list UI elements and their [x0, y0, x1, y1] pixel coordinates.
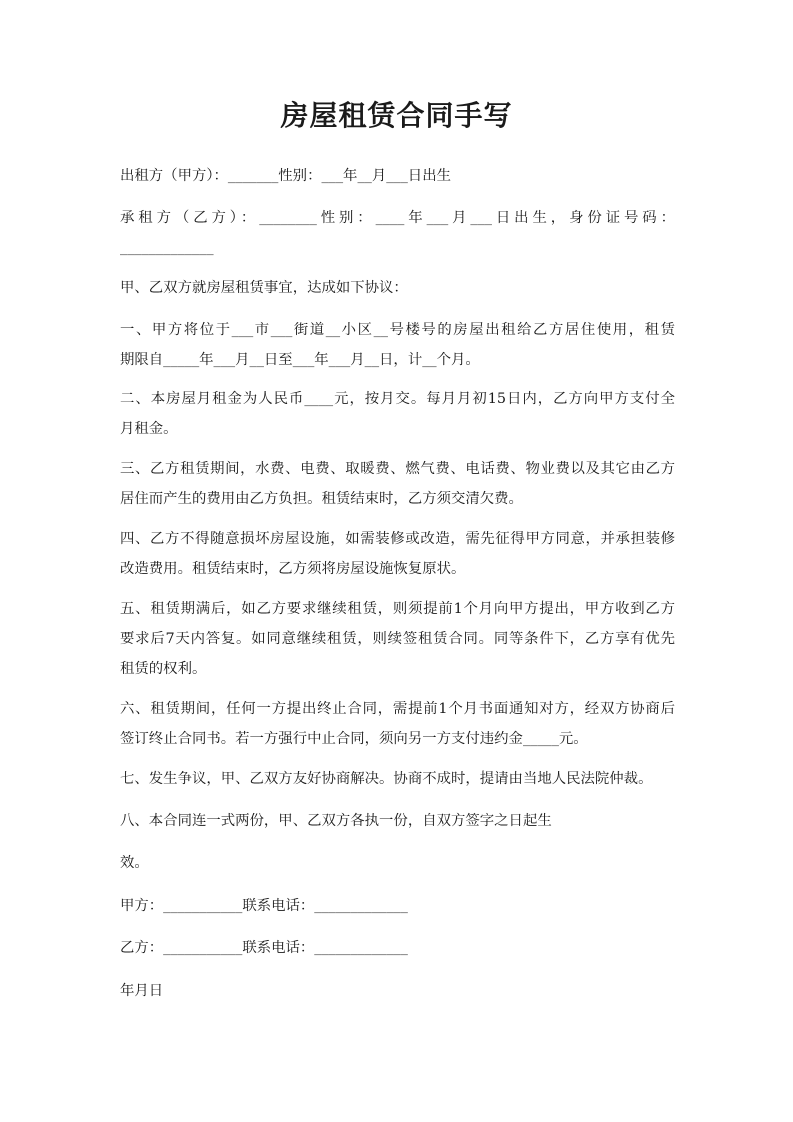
party-a-signature: [120, 891, 675, 921]
party-b-signature: [120, 933, 675, 963]
clause-5-line-3: 租赁的权利。: [120, 661, 207, 677]
clause-1-line-1: 一、甲方将位于___市___街道__小区__号楼号的房屋出租给乙方居住使用，租赁: [120, 322, 675, 338]
date-section: [120, 976, 675, 1006]
clause-4-line-1: 四、乙方不得随意损坏房屋设施，如需装修或改造，需先征得甲方同意，并承担装修: [120, 531, 675, 547]
clause-6: [120, 694, 675, 754]
clause-6-line-1: 六、租赁期间，任何一方提出终止合同，需提前1个月书面通知对方，经双方协商后: [120, 701, 675, 717]
lessee-line-1: 承租方（乙方）：________性别：____年___月___日出生，身份证号码：: [120, 210, 675, 226]
party-b-sign-line: 乙方：___________联系电话：_____________: [120, 940, 408, 956]
clause-5-line-1: 五、租赁期满后，如乙方要求继续租赁，则须提前1个月向甲方提出，甲方收到乙方: [120, 601, 675, 617]
clause-8-line-1: 八、本合同连一式两份，甲、乙双方各执一份，自双方签字之日起生: [120, 813, 552, 829]
document-title: 房屋租赁合同手写: [280, 99, 513, 132]
clause-4: [120, 524, 675, 584]
clause-2-line-1: 二、本房屋月租金为人民币____元，按月交。每月月初15日内，乙方向甲方支付全: [120, 391, 675, 407]
party-a-sign-line: 甲方：___________联系电话：_____________: [120, 898, 408, 914]
intro-line: 甲、乙双方就房屋租赁事宜，达成如下协议：: [120, 280, 408, 296]
clause-3-line-1: 三、乙方租赁期间，水费、电费、取暖费、燃气费、电话费、物业费以及其它由乙方: [120, 461, 675, 477]
lessor-line: 出租方（甲方）：_______性别：___年__月___日出生: [120, 168, 451, 184]
lessee-line-2: _____________: [120, 240, 214, 256]
intro-paragraph: [120, 273, 675, 303]
clause-3-line-2: 居住而产生的费用由乙方负担。租赁结束时，乙方须交清欠费。: [120, 491, 523, 507]
clause-2: [120, 384, 675, 444]
clause-7: [120, 764, 675, 794]
clause-4-line-2: 改造费用。租赁结束时，乙方须将房屋设施恢复原状。: [120, 561, 466, 577]
clause-5: [120, 594, 675, 684]
date-line: 年月日: [120, 983, 164, 999]
clause-6-line-2: 签订终止合同书。若一方强行中止合同，须向另一方支付违约金_____元。: [120, 731, 588, 747]
clause-7-line: 七、发生争议，甲、乙双方友好协商解决。协商不成时，提请由当地人民法院仲裁。: [120, 771, 653, 787]
lessor-info: [120, 161, 675, 191]
clause-2-line-2: 月租金。: [120, 421, 178, 437]
clause-8-continued: [120, 848, 675, 878]
clause-8-line-2: 效。: [120, 855, 149, 871]
clause-8: [120, 806, 675, 836]
clause-5-line-2: 要求后7天内答复。如同意继续租赁，则续签租赁合同。同等条件下，乙方享有优先: [120, 631, 675, 647]
clause-1: [120, 315, 675, 375]
clause-1-line-2: 期限自_____年___月__日至___年___月__日，计__个月。: [120, 352, 480, 368]
lessee-info: [120, 203, 675, 263]
clause-3: [120, 454, 675, 514]
